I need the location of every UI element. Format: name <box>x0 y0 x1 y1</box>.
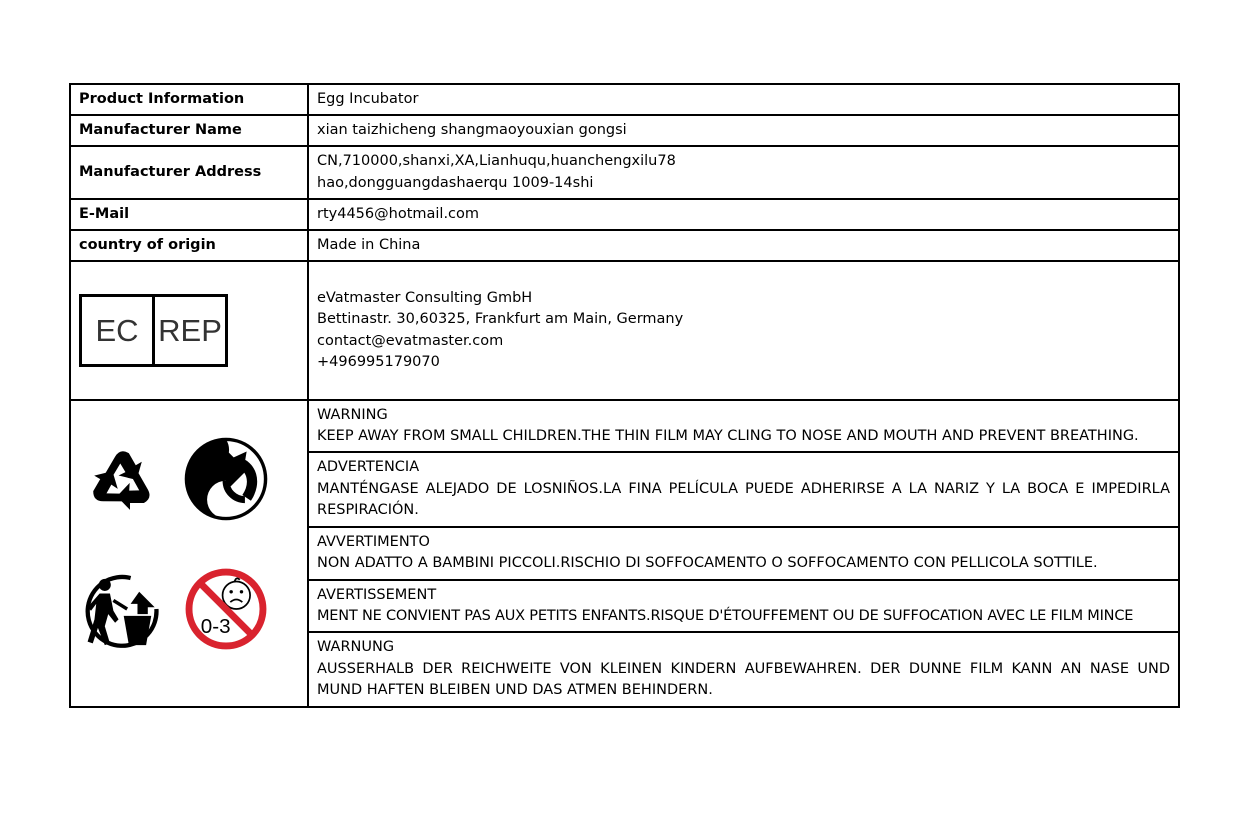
product-information-value: Egg Incubator <box>308 84 1179 115</box>
warning-it-title: AVVERTIMENTO <box>317 533 430 550</box>
tidyman-icon <box>79 566 165 652</box>
warning-it <box>308 527 1179 580</box>
table-row <box>70 84 1179 115</box>
symbols-grid <box>71 401 307 706</box>
warning-fr-text: MENT NE CONVIENT PAS AUX PETITS ENFANTS.RISQUE D'ÉTOUFFEMENT OU DE SUFFOCATION AVEC LE FILM MINCE <box>317 608 1134 625</box>
warning-de-text: AUSSERHALB DER REICHWEITE VON KLEINEN KINDERN AUFBEWAHREN. DER DUNNE FILM KANN AN NASE UND MUND HAFTEN BLEIBEN UND DAS ATMEN BEHINDERN. <box>317 660 1170 699</box>
table-row <box>70 230 1179 261</box>
manufacturer-name-value: xian taizhicheng shangmaoyouxian gongsi <box>308 115 1179 146</box>
age-range-text: 0-3 <box>200 615 231 639</box>
country-of-origin-label: country of origin <box>70 230 308 261</box>
email-label: E-Mail <box>70 199 308 230</box>
ec-rep-email: contact@evatmaster.com <box>317 332 504 349</box>
ec-rep-company: eVatmaster Consulting GmbH <box>317 289 533 306</box>
warning-es <box>308 452 1179 526</box>
symbols-cell <box>70 400 308 707</box>
warning-es-title: ADVERTENCIA <box>317 459 420 476</box>
ec-rep-badge-rep: REP <box>152 297 225 364</box>
green-dot-icon <box>183 436 269 522</box>
warning-en-text: KEEP AWAY FROM SMALL CHILDREN.THE THIN FILM MAY CLING TO NOSE AND MOUTH AND PREVENT BREATHING. <box>317 428 1139 445</box>
manufacturer-address-label: Manufacturer Address <box>70 146 308 199</box>
email-value: rty4456@hotmail.com <box>308 199 1179 230</box>
warning-en <box>308 400 1179 452</box>
manufacturer-name-label: Manufacturer Name <box>70 115 308 146</box>
product-information-label: Product Information <box>70 84 308 115</box>
ec-rep-details <box>308 261 1179 400</box>
table-row <box>70 146 1179 199</box>
table-row <box>70 400 1179 452</box>
address-line-2: hao,dongguangdashaerqu 1009-14shi <box>317 174 594 191</box>
warning-fr <box>308 580 1179 632</box>
ec-rep-badge-ec: EC <box>95 312 139 348</box>
address-line-1: CN,710000,shanxi,XA,Lianhuqu,huanchengxilu78 <box>317 153 676 169</box>
warning-de-title: WARNUNG <box>317 639 395 656</box>
warning-fr-title: AVERTISSEMENT <box>317 586 437 603</box>
warning-it-text: NON ADATTO A BAMBINI PICCOLI.RISCHIO DI SOFFOCAMENTO O SOFFOCAMENTO CON PELLICOLA SOTTILE. <box>317 555 1098 572</box>
table-row <box>70 115 1179 146</box>
ec-rep-cell <box>70 261 308 400</box>
table-row <box>70 199 1179 230</box>
warning-en-title: WARNING <box>317 406 388 423</box>
country-of-origin-value: Made in China <box>308 230 1179 261</box>
ec-rep-address: Bettinastr. 30,60325, Frankfurt am Main, Germany <box>317 311 684 327</box>
ec-rep-badge <box>79 294 228 367</box>
product-info-table <box>69 83 1180 708</box>
warning-de <box>308 632 1179 707</box>
manufacturer-address-value <box>308 146 1179 199</box>
table-row <box>70 261 1179 400</box>
age-restriction-icon <box>183 566 269 652</box>
ec-rep-phone: +496995179070 <box>317 354 440 370</box>
recycle-icon <box>79 436 165 522</box>
warning-es-text: MANTÉNGASE ALEJADO DE LOSNIÑOS.LA FINA PELÍCULA PUEDE ADHERIRSE A LA NARIZ Y LA BOCA E IMPEDIRLA RESPIRACIÓN. <box>317 480 1170 519</box>
